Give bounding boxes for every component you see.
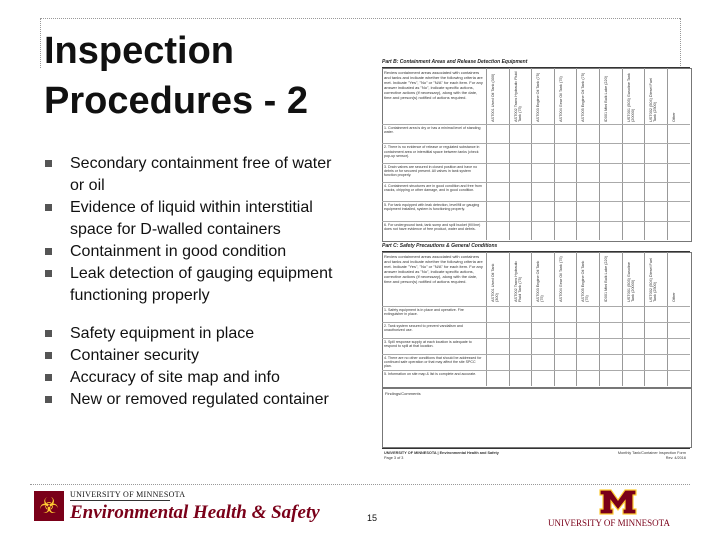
umn-wordmark: UNIVERSITY OF MINNESOTA [548, 518, 670, 528]
form-column-header: AST002 Trans Hydraulic Fluid Tank (75) [513, 260, 522, 302]
bullet-item [40, 345, 340, 367]
bullet-item [40, 153, 340, 197]
form-column-header: AST002 Trans Hydraulic Fluid Tank (75) [513, 71, 522, 122]
bullet-square-icon [45, 374, 52, 381]
bullet-text: Accuracy of site map and info [70, 369, 280, 386]
umn-logo [548, 488, 688, 532]
bullet-item [40, 367, 340, 389]
form-row-text: 5. Information on site map & list is complete and accurate. [384, 372, 477, 376]
form-footer-rev: Rev. 4/2016 [665, 456, 686, 460]
form-row [382, 322, 690, 339]
form-row [382, 221, 690, 241]
slide-title [44, 26, 308, 126]
slide-frame-left [40, 18, 41, 68]
form-column-header: ID001 Mini Bulk Lube (220) [604, 75, 608, 122]
form-row [382, 354, 690, 371]
bullet-item [40, 263, 340, 307]
form-row [382, 338, 690, 355]
form-column-header: UST002 (504) Diesel Fuel Tank (2500) [649, 258, 658, 302]
bullet-square-icon [45, 160, 52, 167]
part-c-title: Part C: Safety Precautions & General Conditions [382, 244, 690, 252]
form-column-header: ID001 Mini Bulk Lube (220) [604, 255, 608, 302]
findings-box [382, 388, 692, 448]
bullet-square-icon [45, 204, 52, 211]
form-column-header: Other [671, 112, 676, 122]
page-number: 15 [367, 513, 378, 523]
form-row-text: 4. Containment structures are in good condition and free from cracks, chipping or other damage, and in good condition. [384, 183, 482, 193]
bullet-item [40, 241, 340, 263]
bullet-square-icon [45, 396, 52, 403]
form-column-header: AST004 Gear Oil Tank (75) [558, 256, 563, 302]
form-column-header: AST003 Engine Oil Tank (75) [536, 260, 545, 302]
part-b-instructions: Review containment areas associated with containers and tanks and indicate whether the following criteria are met. Indicate "Yes", "No" or "N/A" for each item. For any answer indicated as "No", indicate specific actions, corrective actions (if necessary), along with the date, time and person(s) notified of actions required. [384, 70, 483, 100]
ehs-logo [34, 490, 334, 524]
bullet-square-icon [45, 352, 52, 359]
form-row-text: 5. For tank equipped with leak detection, level/fill or gauging equipment installed, system is functioning properly. [384, 203, 480, 212]
form-column-header: UST001 (503) Gasoline Tank (20000) [626, 262, 635, 302]
form-footer [382, 448, 690, 461]
form-footer-page: Page 3 of 3 [384, 456, 404, 460]
slide-frame-top [40, 18, 680, 19]
form-row [382, 143, 690, 163]
ehs-department-name: Environmental Health & Safety [70, 502, 320, 523]
inspection-form-image [382, 60, 690, 458]
bullet-square-icon [45, 248, 52, 255]
part-c-instructions: Review containment areas associated with containers and tanks and indicate whether the following criteria are met. Indicate "Yes", "No" or "N/A" for each item. For any answer indicated as "No", indicate specific actions, corrective actions (if necessary), along with the date, time and person(s) notified of actions required. [384, 254, 483, 284]
bullet-text: Leak detection of gauging equipment functioning properly [70, 265, 333, 304]
bullet-item [40, 323, 340, 345]
form-row-text: 2. Tank system secured to prevent vandalism and unauthorized use. [384, 324, 463, 333]
form-row [382, 201, 690, 221]
bullet-text: Safety equipment in place [70, 325, 255, 342]
biohazard-icon: ☣ [34, 491, 64, 521]
bullet-group-gap [40, 307, 340, 323]
footer-divider [30, 484, 690, 485]
form-footer-org: UNIVERSITY OF MINNESOTA | Environmental Health and Safety [384, 451, 499, 455]
form-row-text: 3. Drain valves are secured in closed position and have no debris or for secured present. All valves in tank system function properly. [384, 164, 478, 177]
form-column-header: AST004 Gear Oil Tank (75) [558, 76, 563, 122]
bullet-text: Container security [70, 347, 199, 364]
form-column-header: Other [671, 292, 676, 302]
form-row-text: 3. Spill response supply at each location is adequate to respond to spill at that location. [384, 340, 472, 349]
bullet-text: Containment in good condition [70, 243, 287, 260]
form-row [382, 163, 690, 183]
umn-block-m-icon [598, 488, 638, 516]
bullet-text: Evidence of liquid within interstitial space for D-walled containers [70, 199, 313, 238]
form-row-text: 2. There is no evidence of release or regulated substance in containment area or interstitial space between tanks (check pop-up sensor). [384, 145, 480, 158]
form-column-header: UST002 (504) Diesel Fuel Tank (2500) [649, 78, 658, 122]
form-footer-form-name: Monthly Tank/Container Inspection Form [617, 451, 686, 455]
bullet-list [40, 153, 340, 411]
form-column-header: UST001 (503) Gasoline Tank (20000) [626, 73, 635, 122]
form-row [382, 370, 690, 387]
form-row [382, 124, 690, 144]
form-row [382, 182, 690, 202]
bullet-item [40, 389, 340, 411]
title-line-1: Inspection [44, 30, 235, 72]
title-line-2: Procedures - 2 [44, 80, 308, 122]
bullet-square-icon [45, 270, 52, 277]
form-column-header: AST001 Used Oil Tank (300) [491, 263, 500, 302]
ehs-logo-rule [70, 500, 170, 501]
form-row [382, 306, 690, 323]
bullet-text: New or removed regulated container [70, 391, 329, 408]
bullet-item [40, 197, 340, 241]
form-column-header: AST005 Engine Oil Tank (75) [581, 260, 590, 302]
form-row-text: 4. There are no other conditions that should be addressed for continued safe operation or that may affect the site SPCC plan. [384, 356, 482, 369]
form-row-text: 1. Safety equipment is in place and operative. Fire extinguisher in place. [384, 308, 464, 317]
ehs-university-name: UNIVERSITY OF MINNESOTA [70, 490, 186, 499]
form-column-header: AST005 Engine Oil Tank (75) [581, 72, 586, 122]
bullet-text: Secondary containment free of water or oil [70, 155, 332, 194]
form-column-header: AST003 Engine Oil Tank (75) [536, 72, 541, 122]
form-row-text: 1. Containment area is dry or has a minimal level of standing water. [384, 126, 481, 135]
findings-label: Findings/Comments [385, 391, 421, 396]
bullet-square-icon [45, 330, 52, 337]
part-b-title: Part B: Containment Areas and Release Detection Equipment [382, 60, 690, 68]
form-row-text: 6. For underground tank, tank sump and spill bucket (fill line) does not have evidence of free product, water and debris. [384, 222, 481, 231]
form-column-header: AST001 Used Oil Tank (300) [491, 73, 495, 122]
